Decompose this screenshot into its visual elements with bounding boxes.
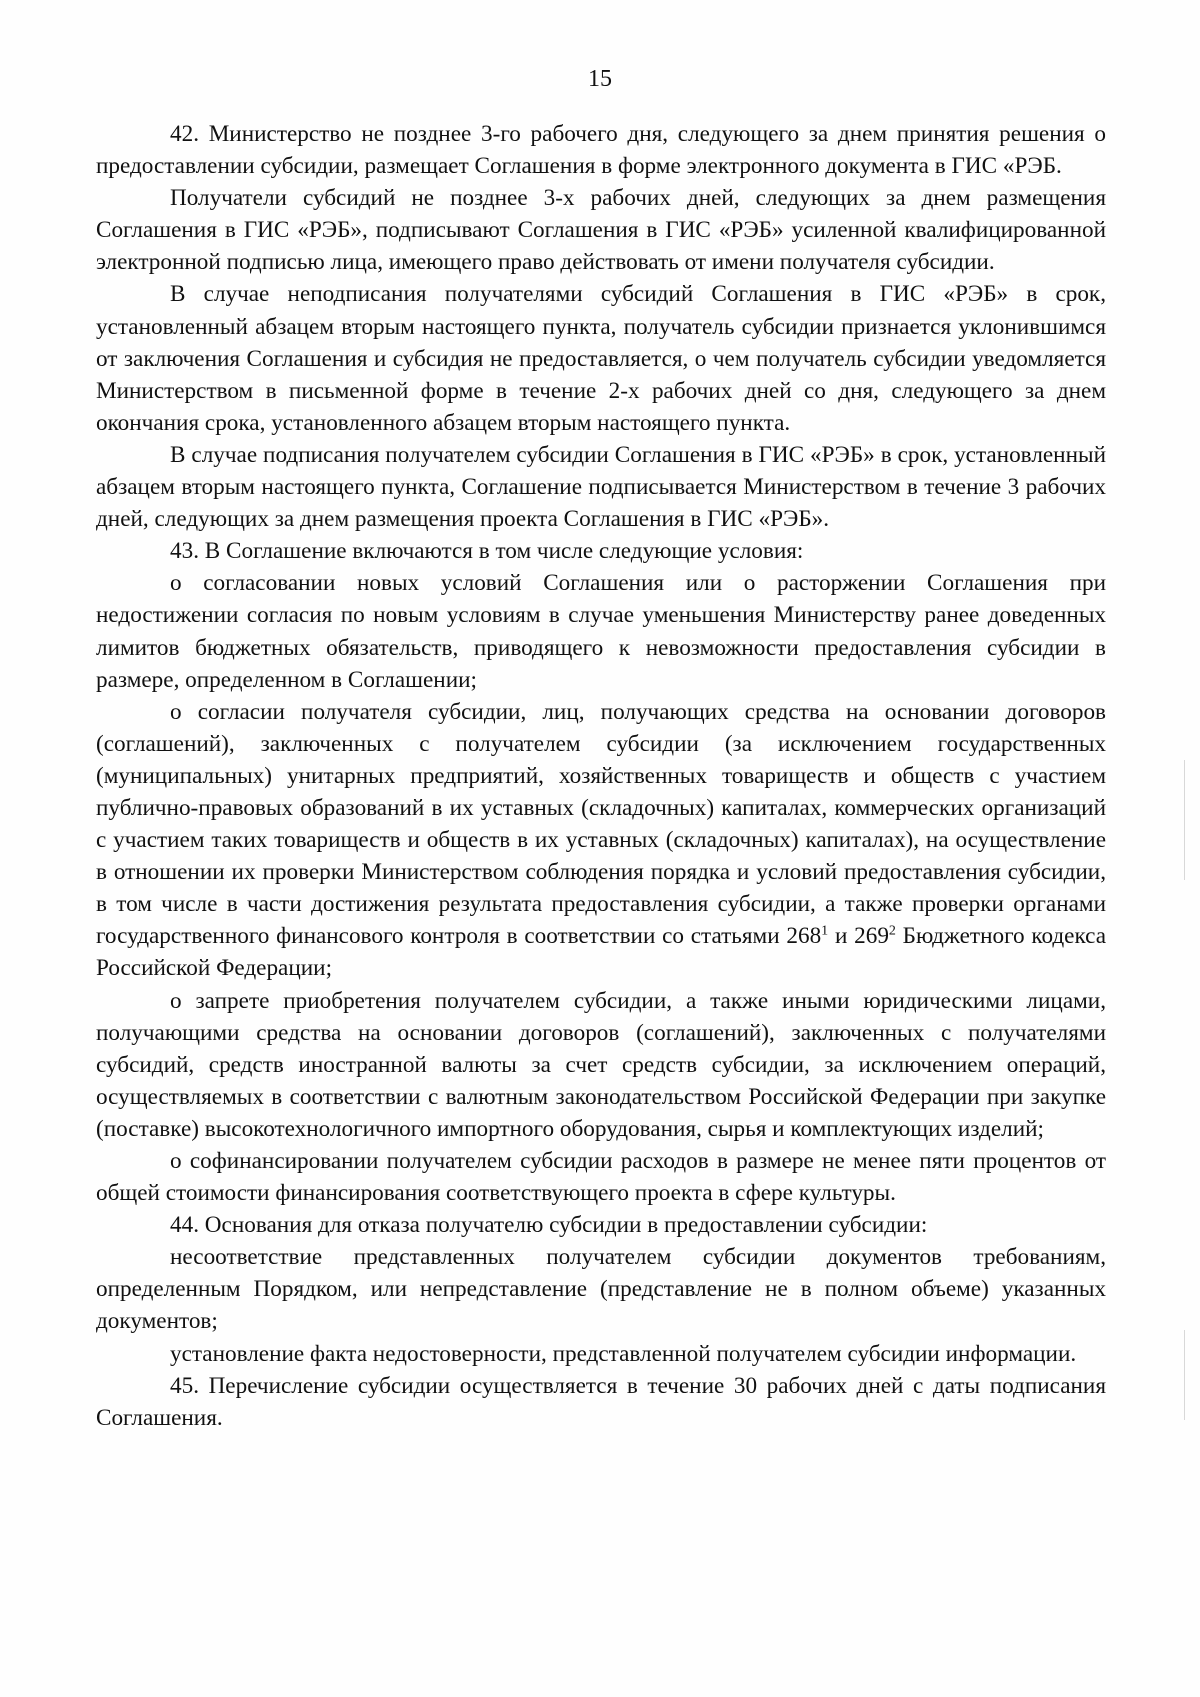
paragraph-condition-consent [96,696,1106,985]
document-body [96,118,1106,1434]
conjunction: и [834,923,848,950]
page-number: 15 [588,66,612,92]
paragraph-condition-agreement: о согласовании новых условий Соглашения или о расторжении Соглашения при недостижении согласия по новым условиям в случае уменьшения Министерству ранее доведенных лимитов бюджетных обязательств, приводящего к невозможности предоставления субсидии в размере, определенном в Соглашении; [96,570,1106,693]
paragraph-recipients-signing: Получатели субсидий не позднее 3-х рабочих дней, следующих за днем размещения Соглашения в ГИС «РЭБ», подписывают Соглашения в ГИС «РЭБ» усиленной квалифицированной электронной подписью лица, имеющего право действовать от имени получателя субсидии. [96,185,1106,276]
paragraph-condition-cofinancing: о софинансировании получателем субсидии расходов в размере не менее пяти процентов от общей стоимости финансирования соответствующего проекта в сфере культуры. [96,1148,1106,1207]
paragraph-non-signing: В случае неподписания получателями субсидий Соглашения в ГИС «РЭБ» в срок, установленный абзацем вторым настоящего пункта, получатель субсидии признается уклонившимся от заключения Соглашения и субсидия не предоставляется, о чем получатель субсидии уведомляется Министерством в письменной форме в течение 2-х рабочих дней со дня, следующего за днем окончания срока, установленного абзацем вторым настоящего пункта. [96,281,1106,436]
paragraph-42: 42. Министерство не позднее 3-го рабочего дня, следующего за днем принятия решения о предоставлении субсидии, размещает Соглашения в форме электронного документа в ГИС «РЭБ. [96,121,1106,180]
budget-code-reference: Бюджетного кодекса Российской Федерации; [96,923,1107,982]
paragraph-refusal-unreliable: установление факта недостоверности, представленной получателем субсидии информации. [170,1340,1077,1367]
paragraph-44: 44. Основания для отказа получателю субсидии в предоставлении субсидии: [170,1212,928,1239]
paragraph-refusal-nonconformity: несоответствие представленных получателем субсидии документов требованиям, определенным Порядком, или непредставление (представление не в полном объеме) указанных документов; [96,1244,1106,1335]
article-269-superscript: 2 [888,923,896,939]
paragraph-45: 45. Перечисление субсидии осуществляется в течение 30 рабочих дней с даты подписания Соглашения. [96,1372,1106,1431]
article-268-superscript: 1 [821,923,829,939]
paragraph-condition-currency: о запрете приобретения получателем субсидии, а также иными юридическими лицами, получающими средства на основании договоров (соглашений), заключенных с получателями субсидий, средств иностранной валюты за счет средств субсидии, за исключением операций, осуществляемых в соответствии с валютным законодательством Российской Федерации при закупке (поставке) высокотехнологичного импортного оборудования, сырья и комплектующих изделий; [96,987,1106,1142]
paragraph-signing: В случае подписания получателем субсидии Соглашения в ГИС «РЭБ» в срок, установленный абзацем вторым настоящего пункта, Соглашение подписывается Министерством в течение 3 рабочих дней, следующих за днем размещения проекта Соглашения в ГИС «РЭБ». [96,441,1106,533]
article-268: 268 [786,923,822,950]
scan-edge-mark [1184,760,1185,880]
article-269: 269 [854,923,889,950]
paragraph-43: 43. В Соглашение включаются в том числе следующие условия: [170,538,804,565]
consent-text: о согласии получателя субсидии, лиц, получающих средства на основании договоров (соглашений), заключенных с получателем субсидии (за исключением государственных (муниципальных) унитарных предприятий, хозяйственных товариществ и обществ с участием публично-правовых образований в их уставных (складочных) капиталах, коммерческих организаций с участием таких товариществ и обществ в их уставных (складочных) капиталах), на осуществление в отношении их проверки Министерством соблюдения порядка и условий предоставления субсидии, в том числе в части достижения результата предоставления субсидии, а также проверки органами государственного финансового контроля в соответствии со статьями [96,698,1106,950]
scan-edge-mark [1184,1330,1185,1420]
